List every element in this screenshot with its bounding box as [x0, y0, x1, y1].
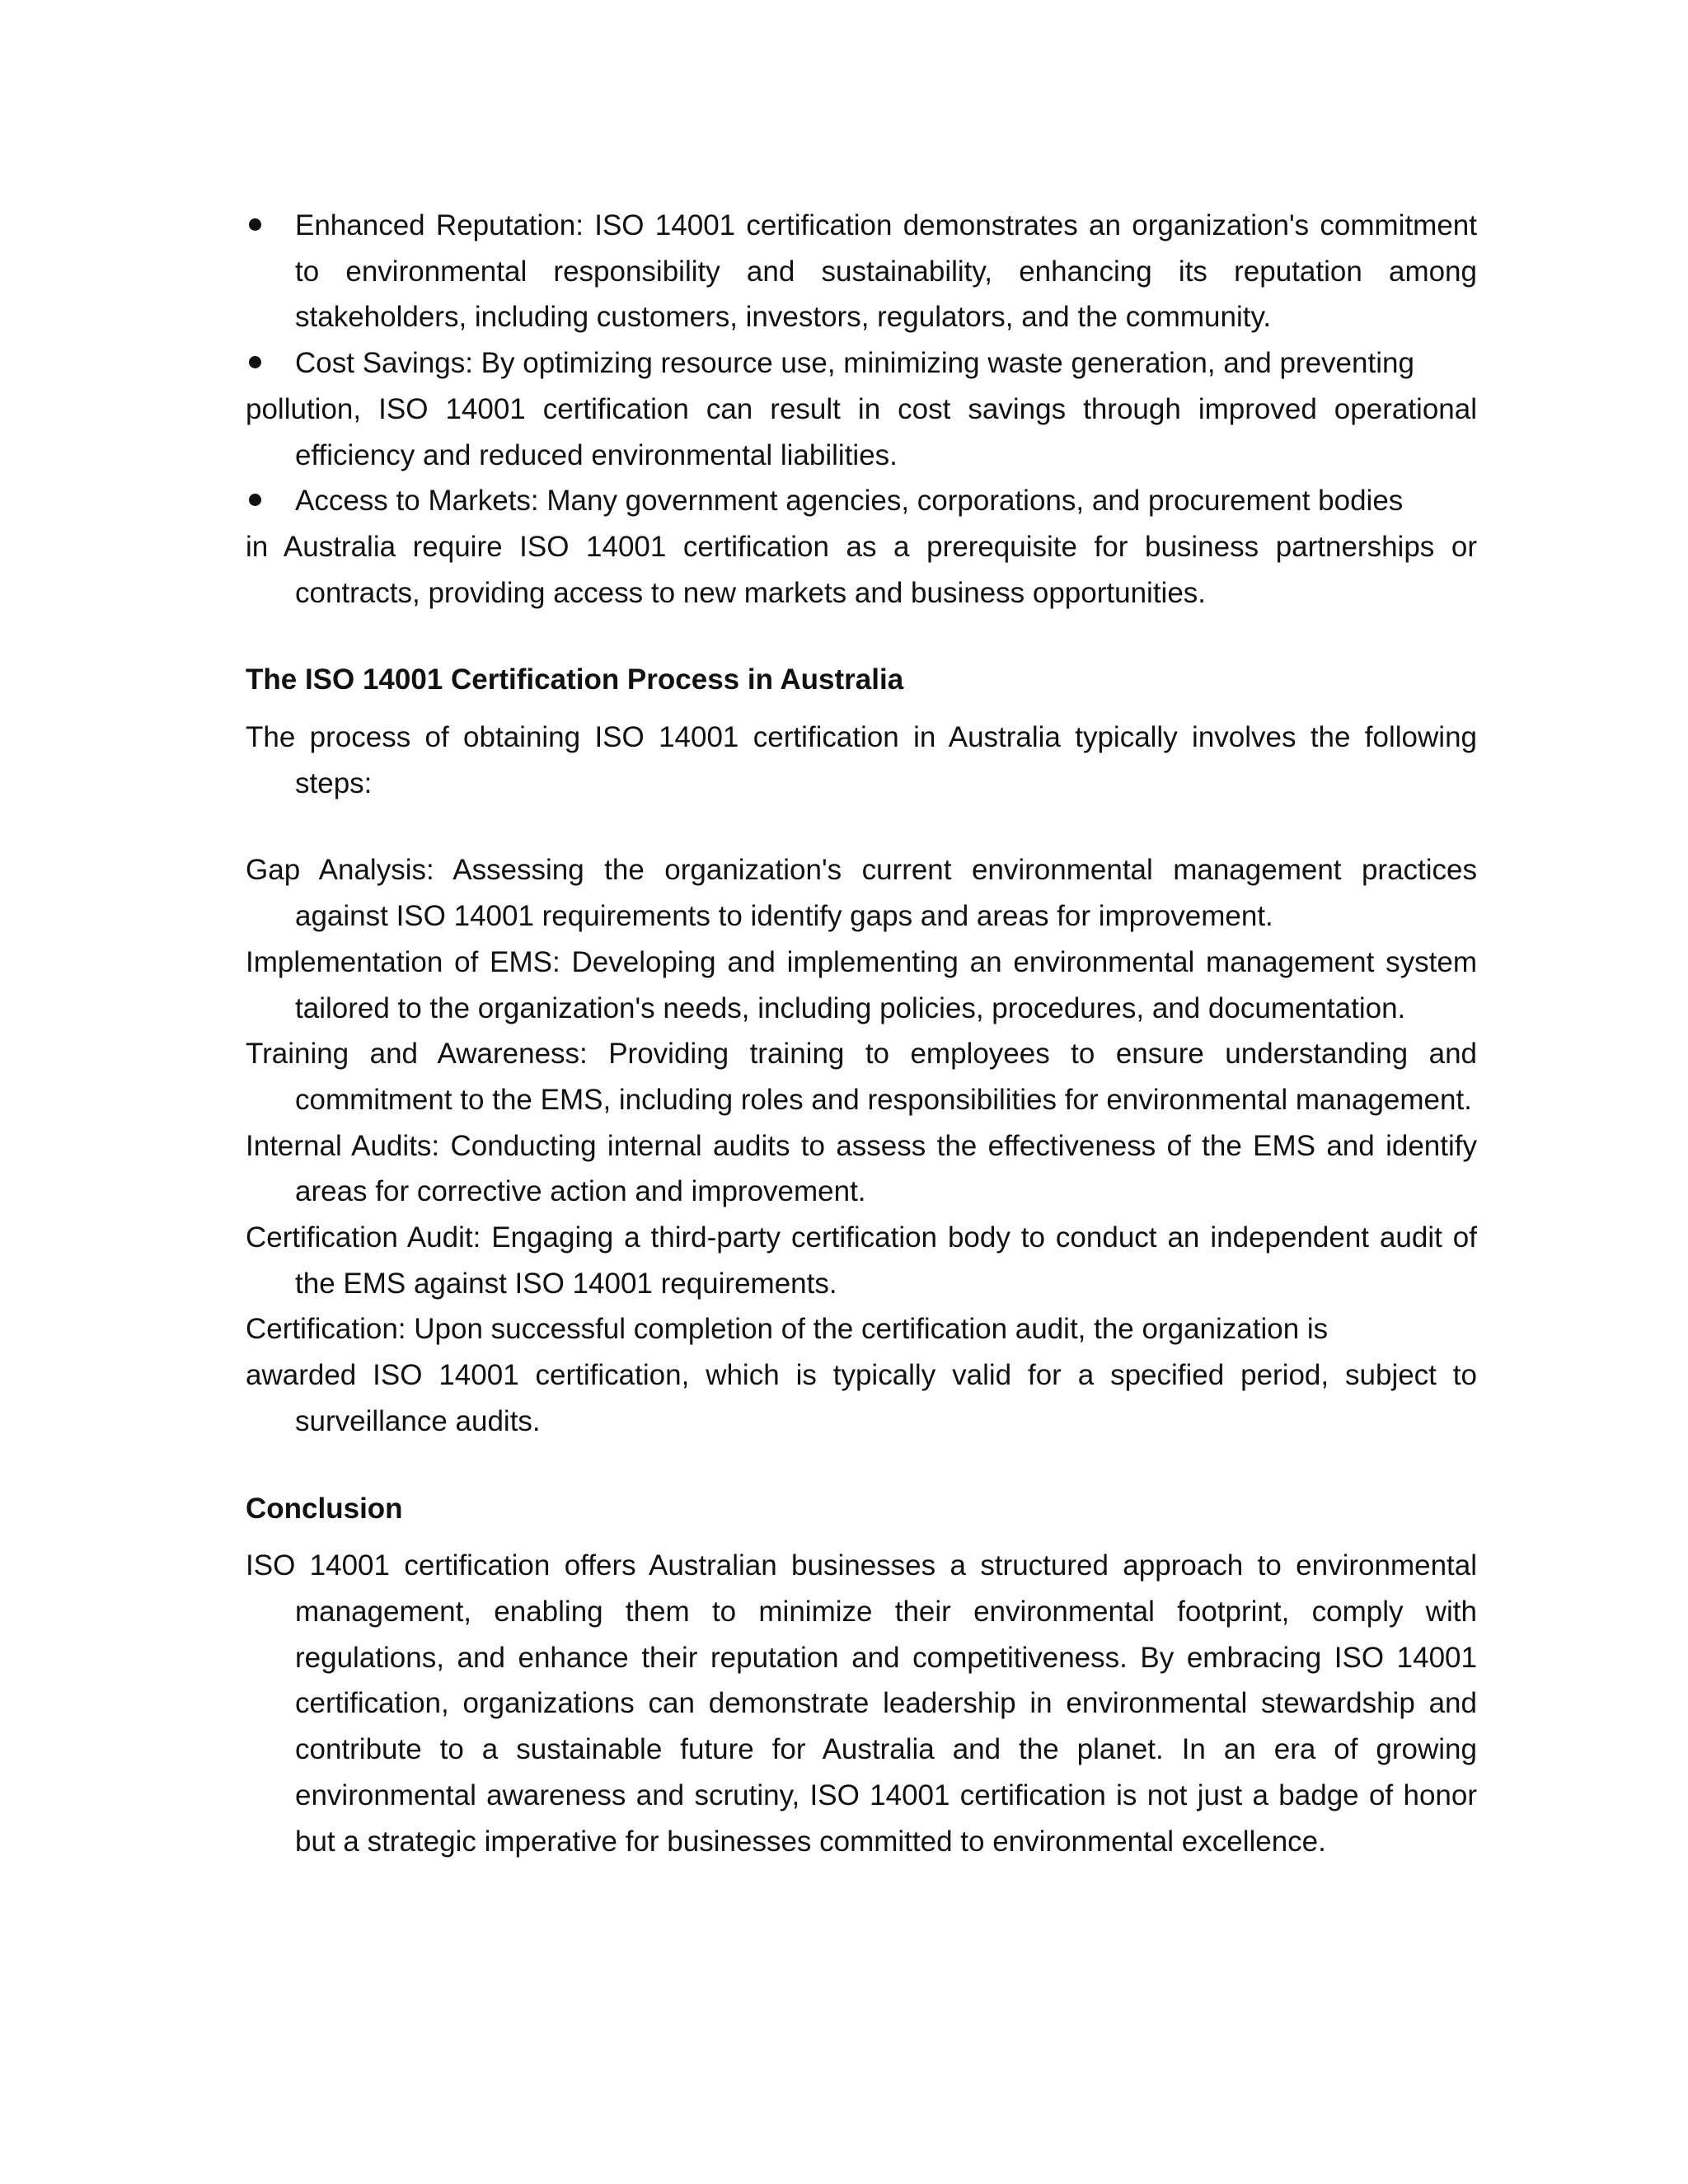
- process-step-implementation: Implementation of EMS: Developing and implementing an environmental management system tailored to the organization's needs, including policies, procedures, and documentation.: [246, 945, 1477, 1024]
- benefit-item-reputation: [246, 203, 1477, 340]
- section-heading-process: The ISO 14001 Certification Process in Australia: [246, 663, 904, 696]
- process-step-certification-audit: Certification Audit: Engaging a third-party certification body to conduct an independent audit of the EMS against ISO 14001 requirements.: [246, 1221, 1477, 1300]
- benefit-text: Enhanced Reputation: ISO 14001 certification demonstrates an organization's commitment to environmental responsibility and sustainability, enhancing its reputation among stakeholders, including customers, investors, regulators, and the community.: [295, 209, 1477, 334]
- benefit-continuation: pollution, ISO 14001 certification can result in cost savings through improved operational efficiency and reduced environmental liabilities.: [246, 392, 1477, 471]
- process-step-certification-rest: awarded ISO 14001 certification, which is typically valid for a specified period, subject to surveillance audits.: [246, 1359, 1477, 1437]
- document-body: [246, 203, 1477, 1864]
- benefit-first-line: Access to Markets: Many government agencies, corporations, and procurement bodies: [295, 485, 1404, 518]
- benefit-first-line: Cost Savings: By optimizing resource use, minimizing waste generation, and preventing: [295, 347, 1414, 380]
- benefit-continuation: in Australia require ISO 14001 certification as a prerequisite for business partnerships or contracts, providing access to new markets and business opportunities.: [246, 530, 1477, 609]
- section-heading-conclusion: Conclusion: [246, 1492, 403, 1525]
- conclusion-text: ISO 14001 certification offers Australian businesses a structured approach to environmental management, enabling them to minimize their environmental footprint, comply with regulations, and enhance their reputation and competitiveness. By embracing ISO 14001 certification, organizations can demonstrate leadership in environmental stewardship and contribute to a sustainable future for Australia and the planet. In an era of growing environmental awareness and scrutiny, ISO 14001 certification is not just a badge of honor but a strategic imperative for businesses committed to environmental excellence.: [246, 1549, 1477, 1858]
- process-step-internal-audits: Internal Audits: Conducting internal audits to assess the effectiveness of the EMS and identify areas for corrective action and improvement.: [246, 1129, 1477, 1208]
- benefit-item-cost-savings: [246, 340, 1477, 478]
- process-step-gap-analysis: Gap Analysis: Assessing the organization's current environmental management practices against ISO 14001 requirements to identify gaps and areas for improvement.: [246, 854, 1477, 933]
- bullet-icon: [249, 356, 261, 368]
- process-step-training: Training and Awareness: Providing training to employees to ensure understanding and commitment to the EMS, including roles and responsibilities for environmental management.: [246, 1038, 1477, 1116]
- bullet-icon: [249, 218, 261, 231]
- process-step-certification-first-line: Certification: Upon successful completion of the certification audit, the organization is: [246, 1313, 1329, 1346]
- bullet-icon: [249, 494, 261, 506]
- benefit-item-market-access: [246, 478, 1477, 616]
- process-intro: The process of obtaining ISO 14001 certification in Australia typically involves the following steps:: [246, 721, 1477, 799]
